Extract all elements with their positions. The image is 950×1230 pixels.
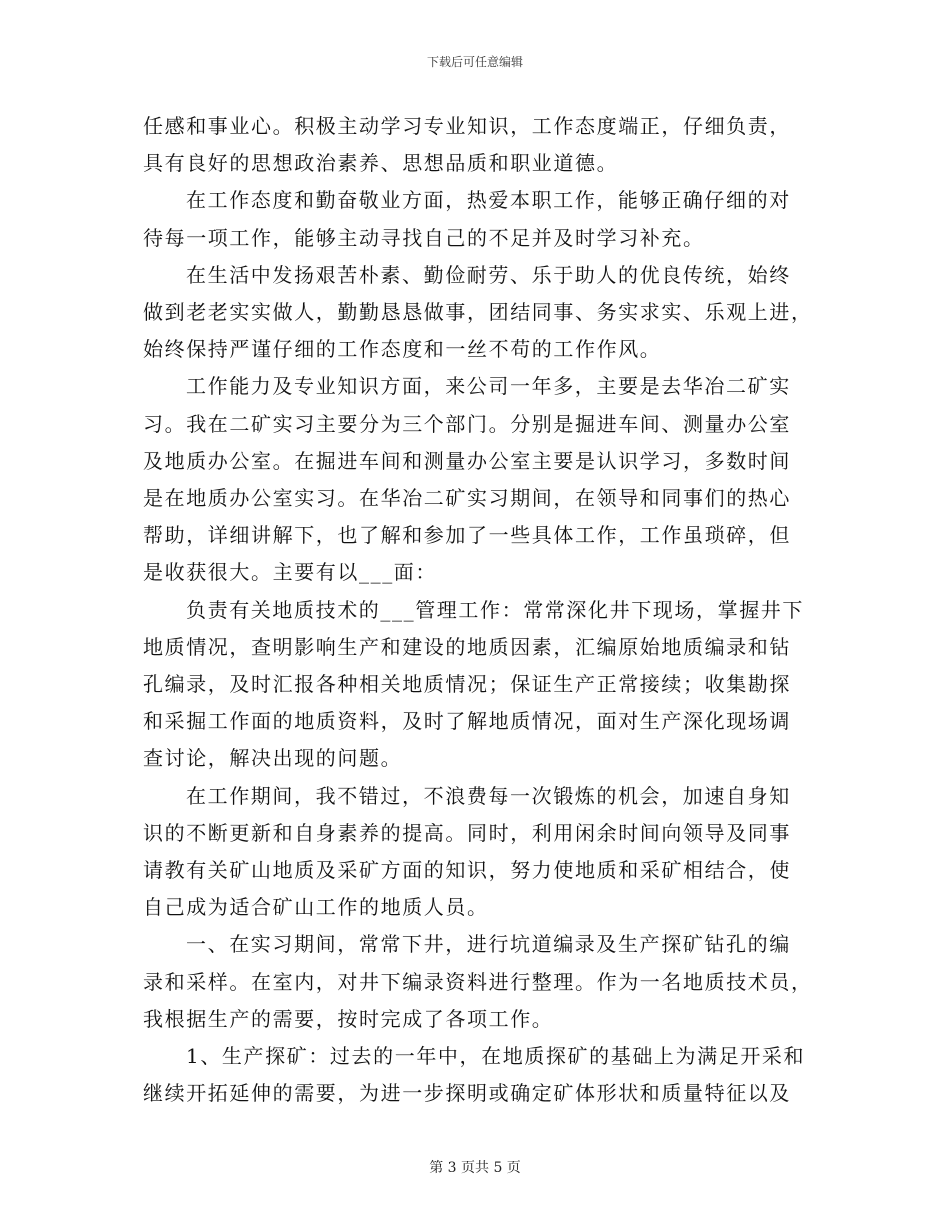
text-line: 和采掘工作面的地质资料，及时了解地质情况，面对生产深化现场调	[143, 709, 791, 734]
text-line: 自己成为适合矿山工作的地质人员。	[143, 895, 489, 920]
text-line: 孔编录，及时汇报各种相关地质情况；保证生产正常接续；收集勘探	[143, 672, 791, 697]
text-line: 始终保持严谨仔细的工作态度和一丝不苟的工作作风。	[143, 337, 662, 362]
text-line: 是收获很大。主要有以___面：	[143, 560, 437, 585]
text-line: 1、生产探矿：过去的一年中，在地质探矿的基础上为满足开采和	[186, 1044, 806, 1069]
paragraph-2	[143, 182, 809, 256]
text-line: 录和采样。在室内，对井下编录资料进行整理。作为一名地质技术员，	[143, 969, 813, 994]
text-line: 一、在实习期间，常常下井，进行坑道编录及生产探矿钻孔的编	[186, 932, 791, 957]
paragraph-7	[143, 926, 813, 1038]
text-line: 习。我在二矿实习主要分为三个部门。分别是掘进车间、测量办公室	[143, 411, 791, 436]
paragraph-6	[143, 778, 809, 927]
text-line: 做到老老实实做人，勤勤恳恳做事，团结同事、务实求实、乐观上进，	[143, 300, 813, 325]
text-line: 负责有关地质技术的___管理工作：常常深化井下现场，掌握井下	[186, 597, 804, 622]
text-line: 在工作期间，我不错过，不浪费每一次锻炼的机会，加速自身知	[186, 783, 791, 808]
paragraph-8	[143, 1038, 809, 1112]
text-line: 任感和事业心。积极主动学习专业知识，工作态度端正，仔细负责，	[143, 114, 791, 138]
text-line: 地质情况，查明影响生产和建设的地质因素，汇编原始地质编录和钻	[143, 634, 791, 659]
text-line: 具有良好的思想政治素养、思想品质和职业道德。	[143, 151, 619, 176]
page-number-footer: 第 3 页共 5 页	[429, 1160, 521, 1176]
text-line: 查讨论，解决出现的问题。	[143, 746, 403, 771]
text-line: 帮助，详细讲解下，也了解和参加了一些具体工作，工作虽琐碎，但	[143, 523, 791, 548]
paragraph-5	[143, 592, 809, 778]
paragraph-1	[143, 108, 809, 182]
text-line: 继续开拓延伸的需要，为进一步探明或确定矿体形状和质量特征以及	[143, 1081, 791, 1106]
text-line: 工作能力及专业知识方面，来公司一年多，主要是去华冶二矿实	[186, 374, 791, 399]
text-line: 我根据生产的需要，按时完成了各项工作。	[143, 1006, 554, 1031]
text-line: 待每一项工作，能够主动寻找自己的不足并及时学习补充。	[143, 225, 705, 250]
text-line: 请教有关矿山地质及采矿方面的知识，努力使地质和采矿相结合，使	[143, 858, 791, 883]
text-line: 在生活中发扬艰苦朴素、勤俭耐劳、乐于助人的优良传统，始终	[186, 262, 791, 287]
page-header: 下载后可任意编辑	[426, 55, 523, 69]
text-line: 及地质办公室。在掘进车间和测量办公室主要是认识学习，多数时间	[143, 448, 791, 473]
paragraph-4	[143, 368, 809, 591]
text-line: 在工作态度和勤奋敬业方面，热爱本职工作，能够正确仔细的对	[186, 188, 791, 213]
text-line: 识的不断更新和自身素养的提高。同时，利用闲余时间向领导及同事	[143, 820, 791, 845]
paragraph-3	[143, 257, 813, 369]
text-line: 是在地质办公室实习。在华冶二矿实习期间，在领导和同事们的热心	[143, 486, 791, 511]
document-body	[143, 108, 813, 1112]
